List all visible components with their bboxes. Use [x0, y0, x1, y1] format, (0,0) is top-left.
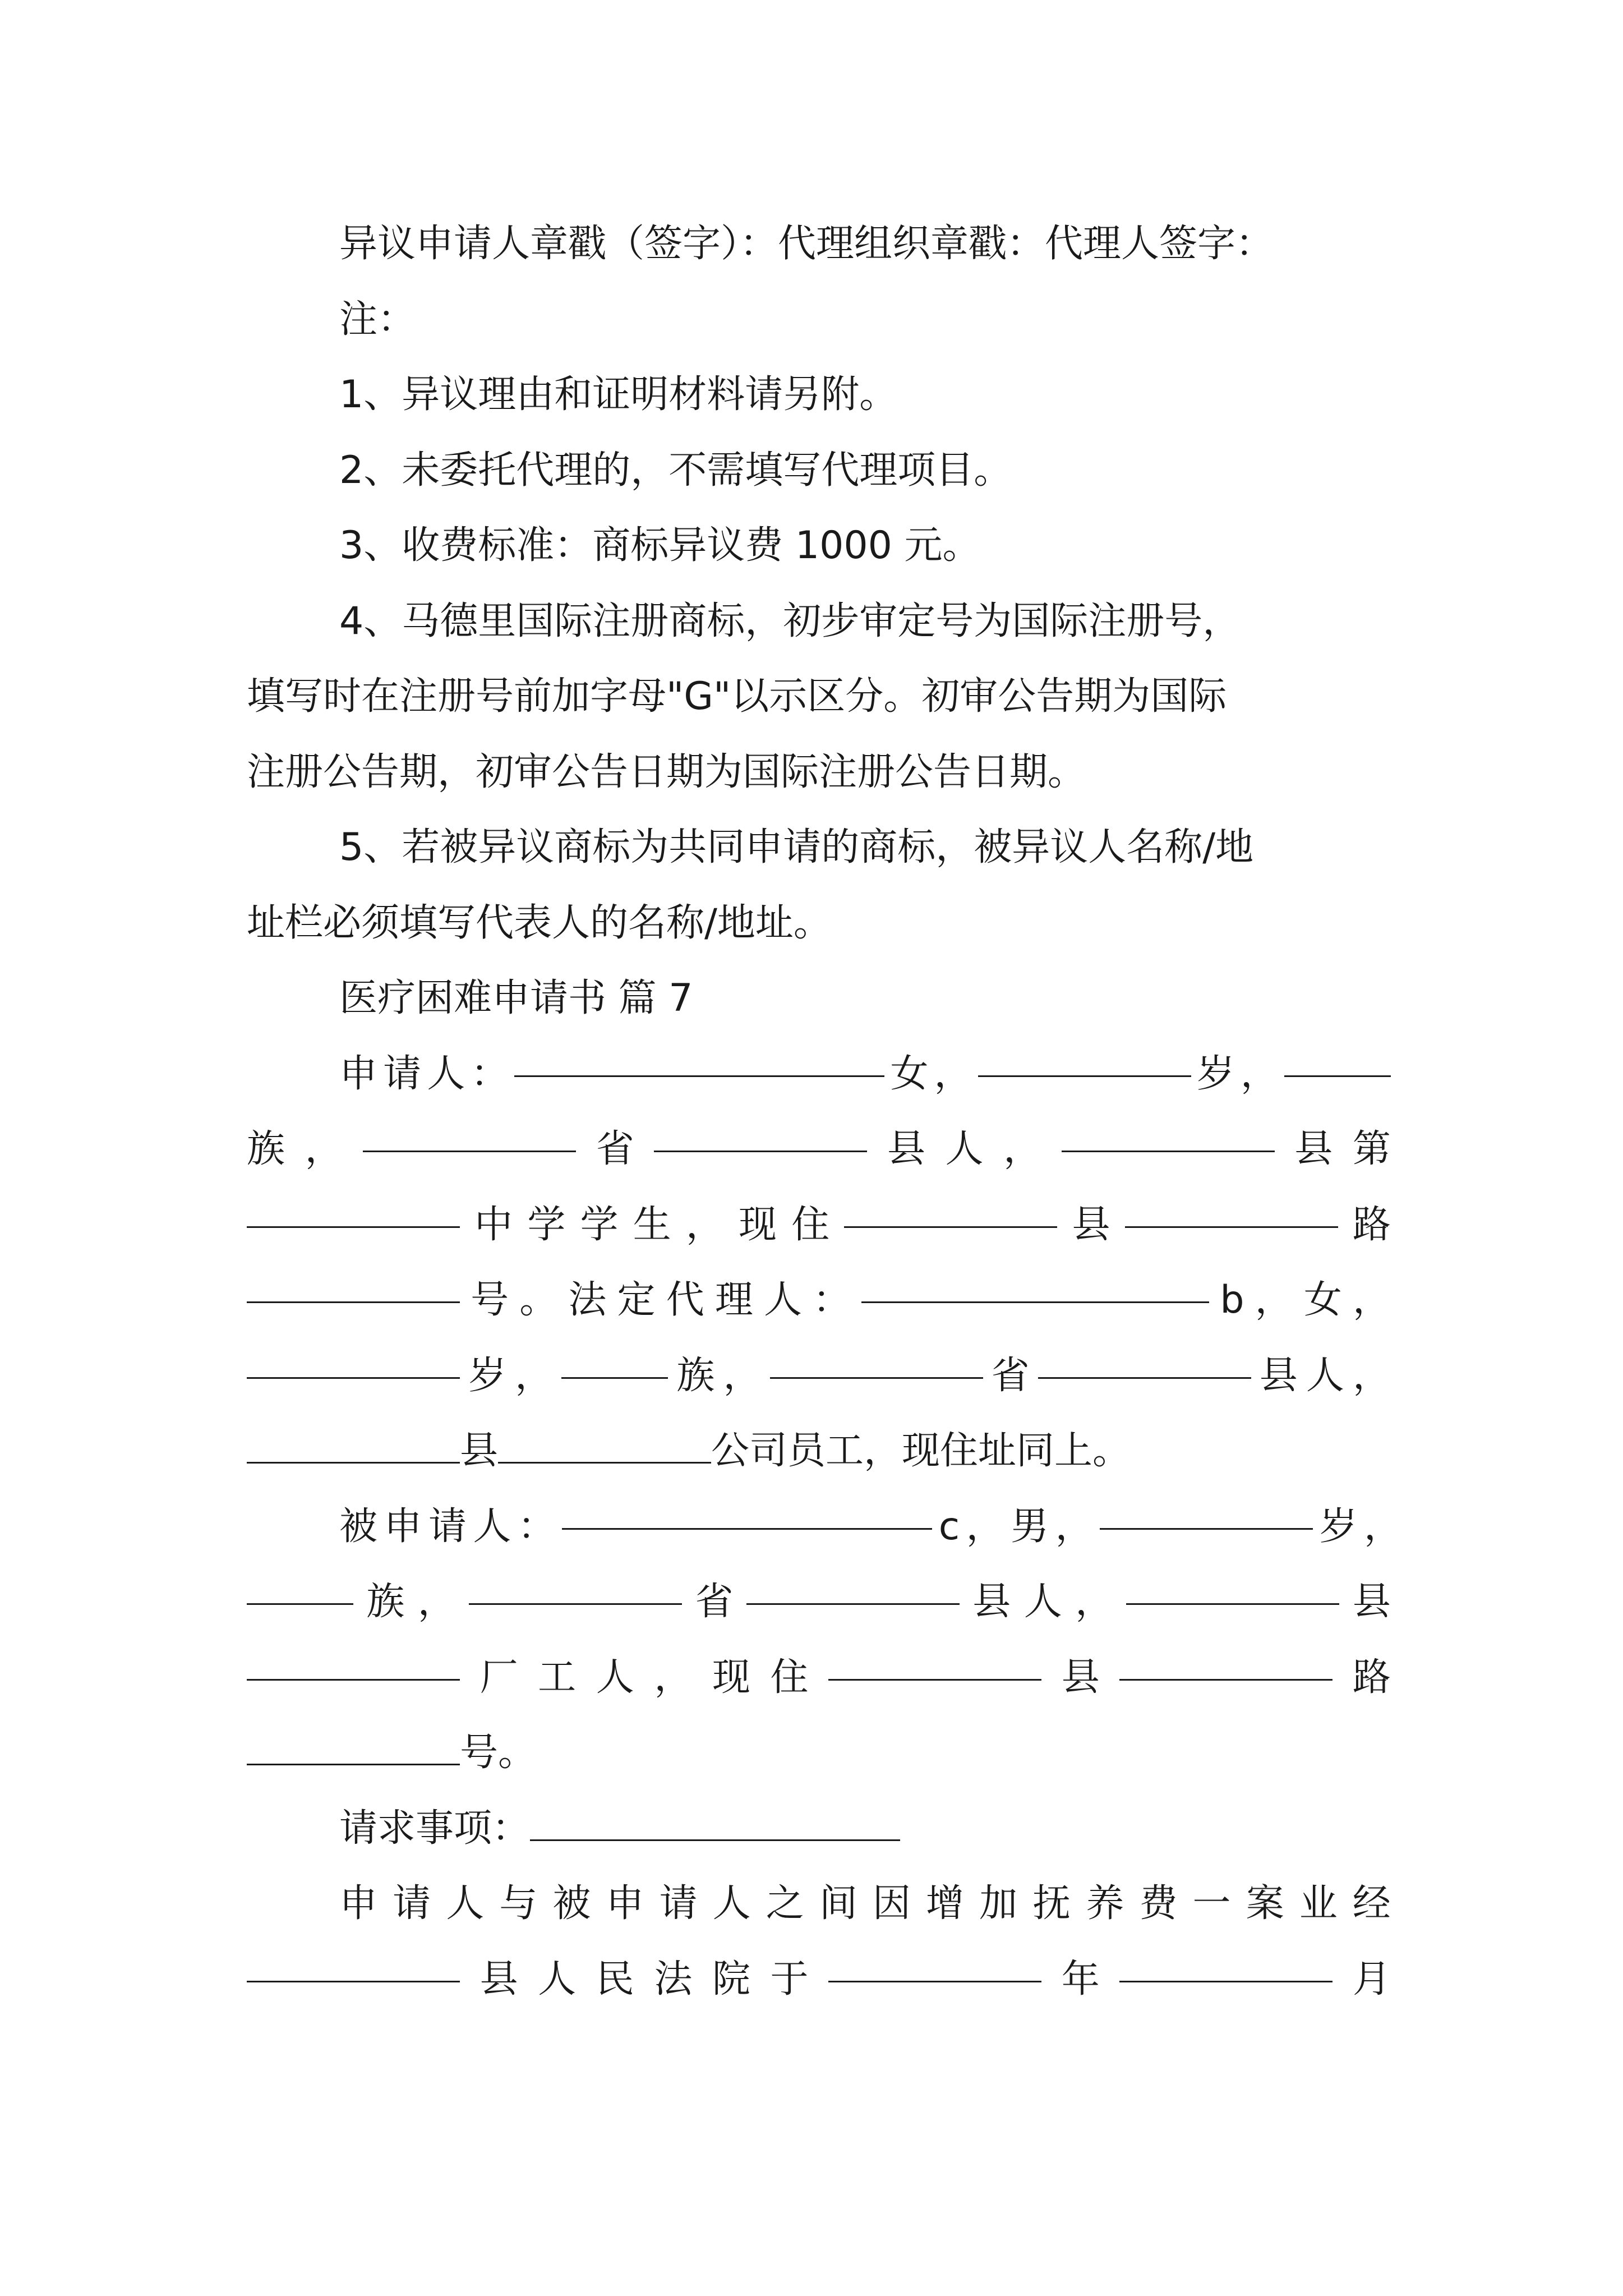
text-segment: ，	[1075, 1580, 1114, 1624]
fill-in-blank	[514, 1041, 884, 1077]
fill-in-blank	[1126, 1568, 1339, 1605]
text-segment: 号	[471, 1278, 509, 1322]
text-segment: 案	[1246, 1881, 1284, 1926]
text-segment: 养	[1086, 1881, 1124, 1926]
text-segment: 县	[1294, 1127, 1333, 1171]
text-segment: 县	[479, 1957, 518, 2001]
text-segment: 岁	[1319, 1504, 1358, 1549]
fill-in-blank	[828, 1644, 1041, 1681]
applicant-line-1	[339, 1041, 1391, 1108]
text-segment: 被	[552, 1881, 591, 1926]
fill-in-blank	[746, 1568, 960, 1605]
text-segment: 县	[887, 1127, 925, 1171]
text-segment: 异议申请人章戳（签字）：代理组织章戳：代理人签字：	[339, 222, 1274, 266]
fill-in-blank	[247, 1267, 460, 1303]
applicant-line-3	[247, 1191, 1391, 1259]
fill-in-blank	[1119, 1946, 1332, 1982]
applicant-line-2	[247, 1116, 1391, 1183]
fill-in-blank	[1125, 1191, 1338, 1228]
text-segment: 人	[712, 1881, 751, 1926]
text-segment: 请	[659, 1881, 698, 1926]
text-segment: 2、未委托代理的，不需填写代理项目。	[339, 448, 1012, 493]
text-segment: 族	[366, 1580, 405, 1624]
text-segment: 请	[383, 1051, 422, 1096]
text-segment: 请	[393, 1881, 431, 1926]
text-segment: 县	[1259, 1353, 1298, 1398]
text-segment: 址栏必须填写代表人的名称/地址。	[247, 900, 832, 945]
text-segment: ，	[1240, 1051, 1279, 1096]
text-segment: ，	[1352, 1353, 1391, 1398]
text-segment: 现	[739, 1202, 777, 1247]
respondent-line-3	[247, 1644, 1391, 1711]
section-title	[339, 965, 1391, 1032]
request-line	[339, 1795, 1391, 1862]
text-segment: 人	[473, 1504, 511, 1549]
case-line-2	[247, 1946, 1391, 2013]
text-segment: 人	[538, 1957, 577, 2001]
text-segment: 理	[714, 1278, 753, 1322]
text-segment: 月	[1352, 1957, 1391, 2001]
text-segment: 号。	[460, 1731, 537, 1775]
text-segment: 省	[991, 1353, 1030, 1398]
text-segment: 人	[427, 1051, 465, 1096]
text-segment: 女	[890, 1051, 929, 1096]
text-segment: 被	[339, 1504, 378, 1549]
applicant-line-4	[247, 1267, 1391, 1334]
text-segment: 间	[819, 1881, 857, 1926]
text-segment: 中	[474, 1202, 513, 1247]
text-segment: 院	[712, 1957, 750, 2001]
text-segment: 省	[596, 1127, 634, 1171]
fill-in-blank	[247, 1568, 353, 1605]
case-line-1	[339, 1870, 1391, 1938]
text-segment: ，	[1003, 1127, 1042, 1171]
text-segment: ，	[1055, 1504, 1094, 1549]
text-segment: c	[938, 1504, 960, 1549]
text-segment: 人	[446, 1881, 485, 1926]
note-item-5-line-2	[247, 890, 1391, 957]
fill-in-blank	[469, 1568, 682, 1605]
text-segment: 与	[499, 1881, 538, 1926]
text-segment: 5、若被异议商标为共同申请的商标，被异议人名称/地	[339, 825, 1254, 869]
text-segment: 1、异议理由和证明材料请另附。	[339, 372, 898, 417]
fill-in-blank	[247, 1342, 460, 1379]
text-segment: 增	[926, 1881, 965, 1926]
respondent-line-1	[339, 1493, 1402, 1561]
note-item-4-line-3	[247, 739, 1391, 806]
text-segment: 生	[633, 1202, 671, 1247]
text-segment: 申	[606, 1881, 644, 1926]
text-segment: ：	[517, 1504, 556, 1549]
text-segment: 住	[791, 1202, 830, 1247]
text-segment: 现	[712, 1655, 750, 1700]
note-item-4-line-1	[339, 588, 1391, 655]
text-segment: 厂	[479, 1655, 518, 1700]
fill-in-blank	[1284, 1041, 1391, 1077]
text-segment: 路	[1352, 1202, 1391, 1247]
text-segment: 岁	[1196, 1051, 1235, 1096]
text-segment: ，	[1363, 1504, 1402, 1549]
text-segment: 工	[538, 1655, 577, 1700]
text-segment: ，	[934, 1051, 972, 1096]
fill-in-blank	[1062, 1116, 1275, 1152]
text-segment: 费	[1139, 1881, 1178, 1926]
text-segment: ，	[1352, 1278, 1391, 1322]
note-heading	[339, 286, 1391, 353]
text-segment: 县	[1061, 1655, 1100, 1700]
text-segment: 第	[1352, 1127, 1391, 1171]
text-segment: 之	[766, 1881, 804, 1926]
text-segment: ，	[654, 1655, 693, 1700]
text-segment: ，	[1255, 1278, 1293, 1322]
fill-in-blank	[530, 1805, 900, 1841]
applicant-line-6	[247, 1418, 1391, 1485]
note-item-4-line-2	[247, 663, 1391, 730]
fill-in-blank	[247, 1644, 460, 1681]
text-segment: ，	[685, 1202, 724, 1247]
fill-in-blank	[561, 1342, 668, 1379]
text-segment: 因	[872, 1881, 911, 1926]
text-segment: 女	[1303, 1278, 1342, 1322]
fill-in-blank	[498, 1427, 711, 1464]
text-segment: 人	[1023, 1580, 1062, 1624]
text-segment: 学	[527, 1202, 566, 1247]
text-segment: 族	[676, 1353, 715, 1398]
text-segment: 县	[1352, 1580, 1391, 1624]
text-segment: ，	[966, 1504, 1004, 1549]
fill-in-blank	[828, 1946, 1041, 1982]
text-segment: 4、马德里国际注册商标，初步审定号为国际注册号，	[339, 599, 1241, 643]
text-segment: 民	[596, 1957, 634, 2001]
text-segment: 请	[428, 1504, 467, 1549]
respondent-line-2	[247, 1568, 1391, 1636]
note-item-5-line-1	[339, 814, 1391, 881]
text-segment: 申	[339, 1881, 378, 1926]
text-segment: 县	[972, 1580, 1011, 1624]
signature-line	[339, 210, 1391, 278]
text-segment: 族	[247, 1127, 285, 1171]
fill-in-blank	[247, 1191, 460, 1228]
note-item-2	[339, 437, 1391, 504]
fill-in-blank	[247, 1946, 460, 1982]
text-segment: 路	[1352, 1655, 1391, 1700]
text-segment: 县	[1072, 1202, 1110, 1247]
fill-in-blank	[363, 1116, 576, 1152]
fill-in-blank	[1038, 1342, 1251, 1379]
text-segment: 公司员工，现住址同上。	[711, 1429, 1131, 1473]
text-segment: 县	[460, 1429, 499, 1473]
fill-in-blank	[844, 1191, 1057, 1228]
text-segment: b	[1220, 1278, 1244, 1322]
text-segment: 岁	[468, 1353, 507, 1398]
text-segment: 于	[770, 1957, 809, 2001]
text-segment: 法	[654, 1957, 693, 2001]
text-segment: 学	[580, 1202, 619, 1247]
text-segment: 抚	[1032, 1881, 1071, 1926]
text-segment: 经	[1352, 1881, 1391, 1926]
text-segment: 住	[770, 1655, 809, 1700]
fill-in-blank	[978, 1041, 1191, 1077]
text-segment: 男	[1011, 1504, 1049, 1549]
text-segment: ：	[471, 1051, 509, 1096]
text-segment: 申	[384, 1504, 422, 1549]
respondent-line-4	[247, 1719, 1391, 1787]
text-segment: 医疗困难申请书 篇 7	[339, 976, 693, 1020]
applicant-line-5	[247, 1342, 1391, 1410]
fill-in-blank	[247, 1427, 460, 1464]
text-segment: 一	[1192, 1881, 1231, 1926]
text-segment: 注册公告期，初审公告日期为国际注册公告日期。	[247, 749, 1086, 794]
text-segment: ，	[515, 1353, 554, 1398]
text-segment: ，	[305, 1127, 343, 1171]
text-segment: 人	[596, 1655, 634, 1700]
text-segment: 年	[1061, 1957, 1100, 2001]
text-segment: 请求事项：	[339, 1806, 531, 1851]
note-item-3	[339, 512, 1391, 579]
text-segment: 填写时在注册号前加字母"G"以示区分。初审公告期为国际	[247, 674, 1227, 719]
fill-in-blank	[247, 1729, 460, 1765]
text-segment: 法	[568, 1278, 607, 1322]
text-segment: 人	[1306, 1353, 1344, 1398]
fill-in-blank	[861, 1267, 1209, 1303]
text-segment: 代	[666, 1278, 704, 1322]
text-segment: 人	[763, 1278, 802, 1322]
fill-in-blank	[770, 1342, 983, 1379]
text-segment: ：	[813, 1278, 851, 1322]
text-segment: ，	[723, 1353, 762, 1398]
note-item-1	[339, 361, 1391, 429]
text-segment: 人	[945, 1127, 984, 1171]
text-segment: 。	[519, 1278, 558, 1322]
text-segment: 省	[695, 1580, 734, 1624]
text-segment: ，	[417, 1580, 456, 1624]
fill-in-blank	[1100, 1493, 1313, 1530]
fill-in-blank	[562, 1493, 932, 1530]
text-segment: 3、收费标准：商标异议费 1000 元。	[339, 523, 981, 568]
text-segment: 申	[339, 1051, 378, 1096]
text-segment: 加	[979, 1881, 1018, 1926]
text-segment: 业	[1299, 1881, 1338, 1926]
fill-in-blank	[654, 1116, 867, 1152]
text-segment: 注：	[339, 297, 416, 342]
text-segment: 定	[617, 1278, 656, 1322]
fill-in-blank	[1119, 1644, 1332, 1681]
